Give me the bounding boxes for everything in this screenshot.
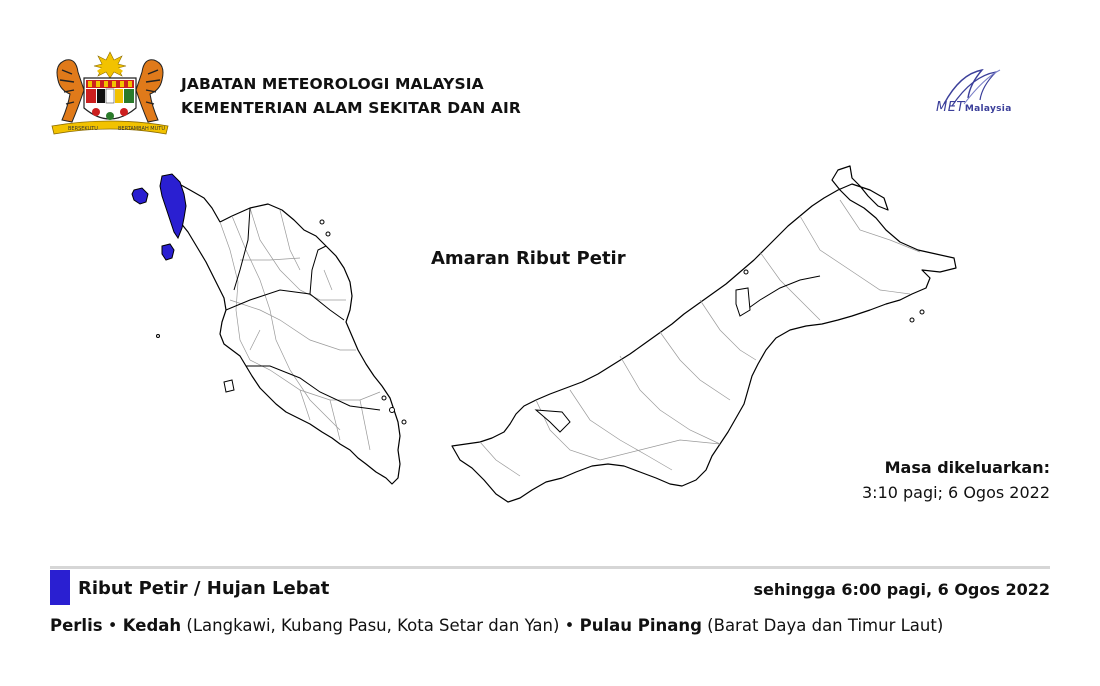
issued-label: Masa dikeluarkan: <box>884 458 1050 477</box>
area-state-pulau-pinang: Pulau Pinang <box>579 616 702 635</box>
area-separator: • <box>102 616 123 635</box>
malaysia-coat-of-arms <box>50 50 170 138</box>
borneo-malaysia <box>452 166 956 502</box>
area-pinang-detail: (Barat Daya dan Timur Laut) <box>701 616 944 635</box>
issued-value: 3:10 pagi; 6 Ogos 2022 <box>862 483 1050 502</box>
area-kedah-detail: (Langkawi, Kubang Pasu, Kota Setar dan Yan) <box>181 616 560 635</box>
valid-until: sehingga 6:00 pagi, 6 Ogos 2022 <box>753 580 1050 599</box>
legend-swatch <box>50 570 70 605</box>
divider <box>50 566 1050 569</box>
crest-motto-left: BERSEKUTU <box>68 126 98 132</box>
area-separator: • <box>559 616 580 635</box>
met-malaysia-logo <box>930 64 1050 124</box>
issued-time-block <box>862 455 1050 505</box>
map-title: Amaran Ribut Petir <box>431 248 626 269</box>
agency-header <box>181 72 521 120</box>
area-state-kedah: Kedah <box>122 616 182 635</box>
area-state-perlis: Perlis <box>50 616 103 635</box>
agency-name: JABATAN METEOROLOGI MALAYSIA <box>181 75 484 93</box>
warning-area-perlis-kedah <box>132 174 186 260</box>
ministry-name: KEMENTERIAN ALAM SEKITAR DAN AIR <box>181 99 521 117</box>
peninsular-malaysia <box>172 180 400 484</box>
malaysia-warning-map <box>100 160 980 520</box>
affected-areas <box>50 614 943 638</box>
met-logo-text: MET <box>936 100 965 115</box>
legend-label: Ribut Petir / Hujan Lebat <box>78 578 330 599</box>
met-logo-subtext: Malaysia <box>964 104 1012 114</box>
crest-motto-right: BERTAMBAH MUTU <box>118 126 165 132</box>
